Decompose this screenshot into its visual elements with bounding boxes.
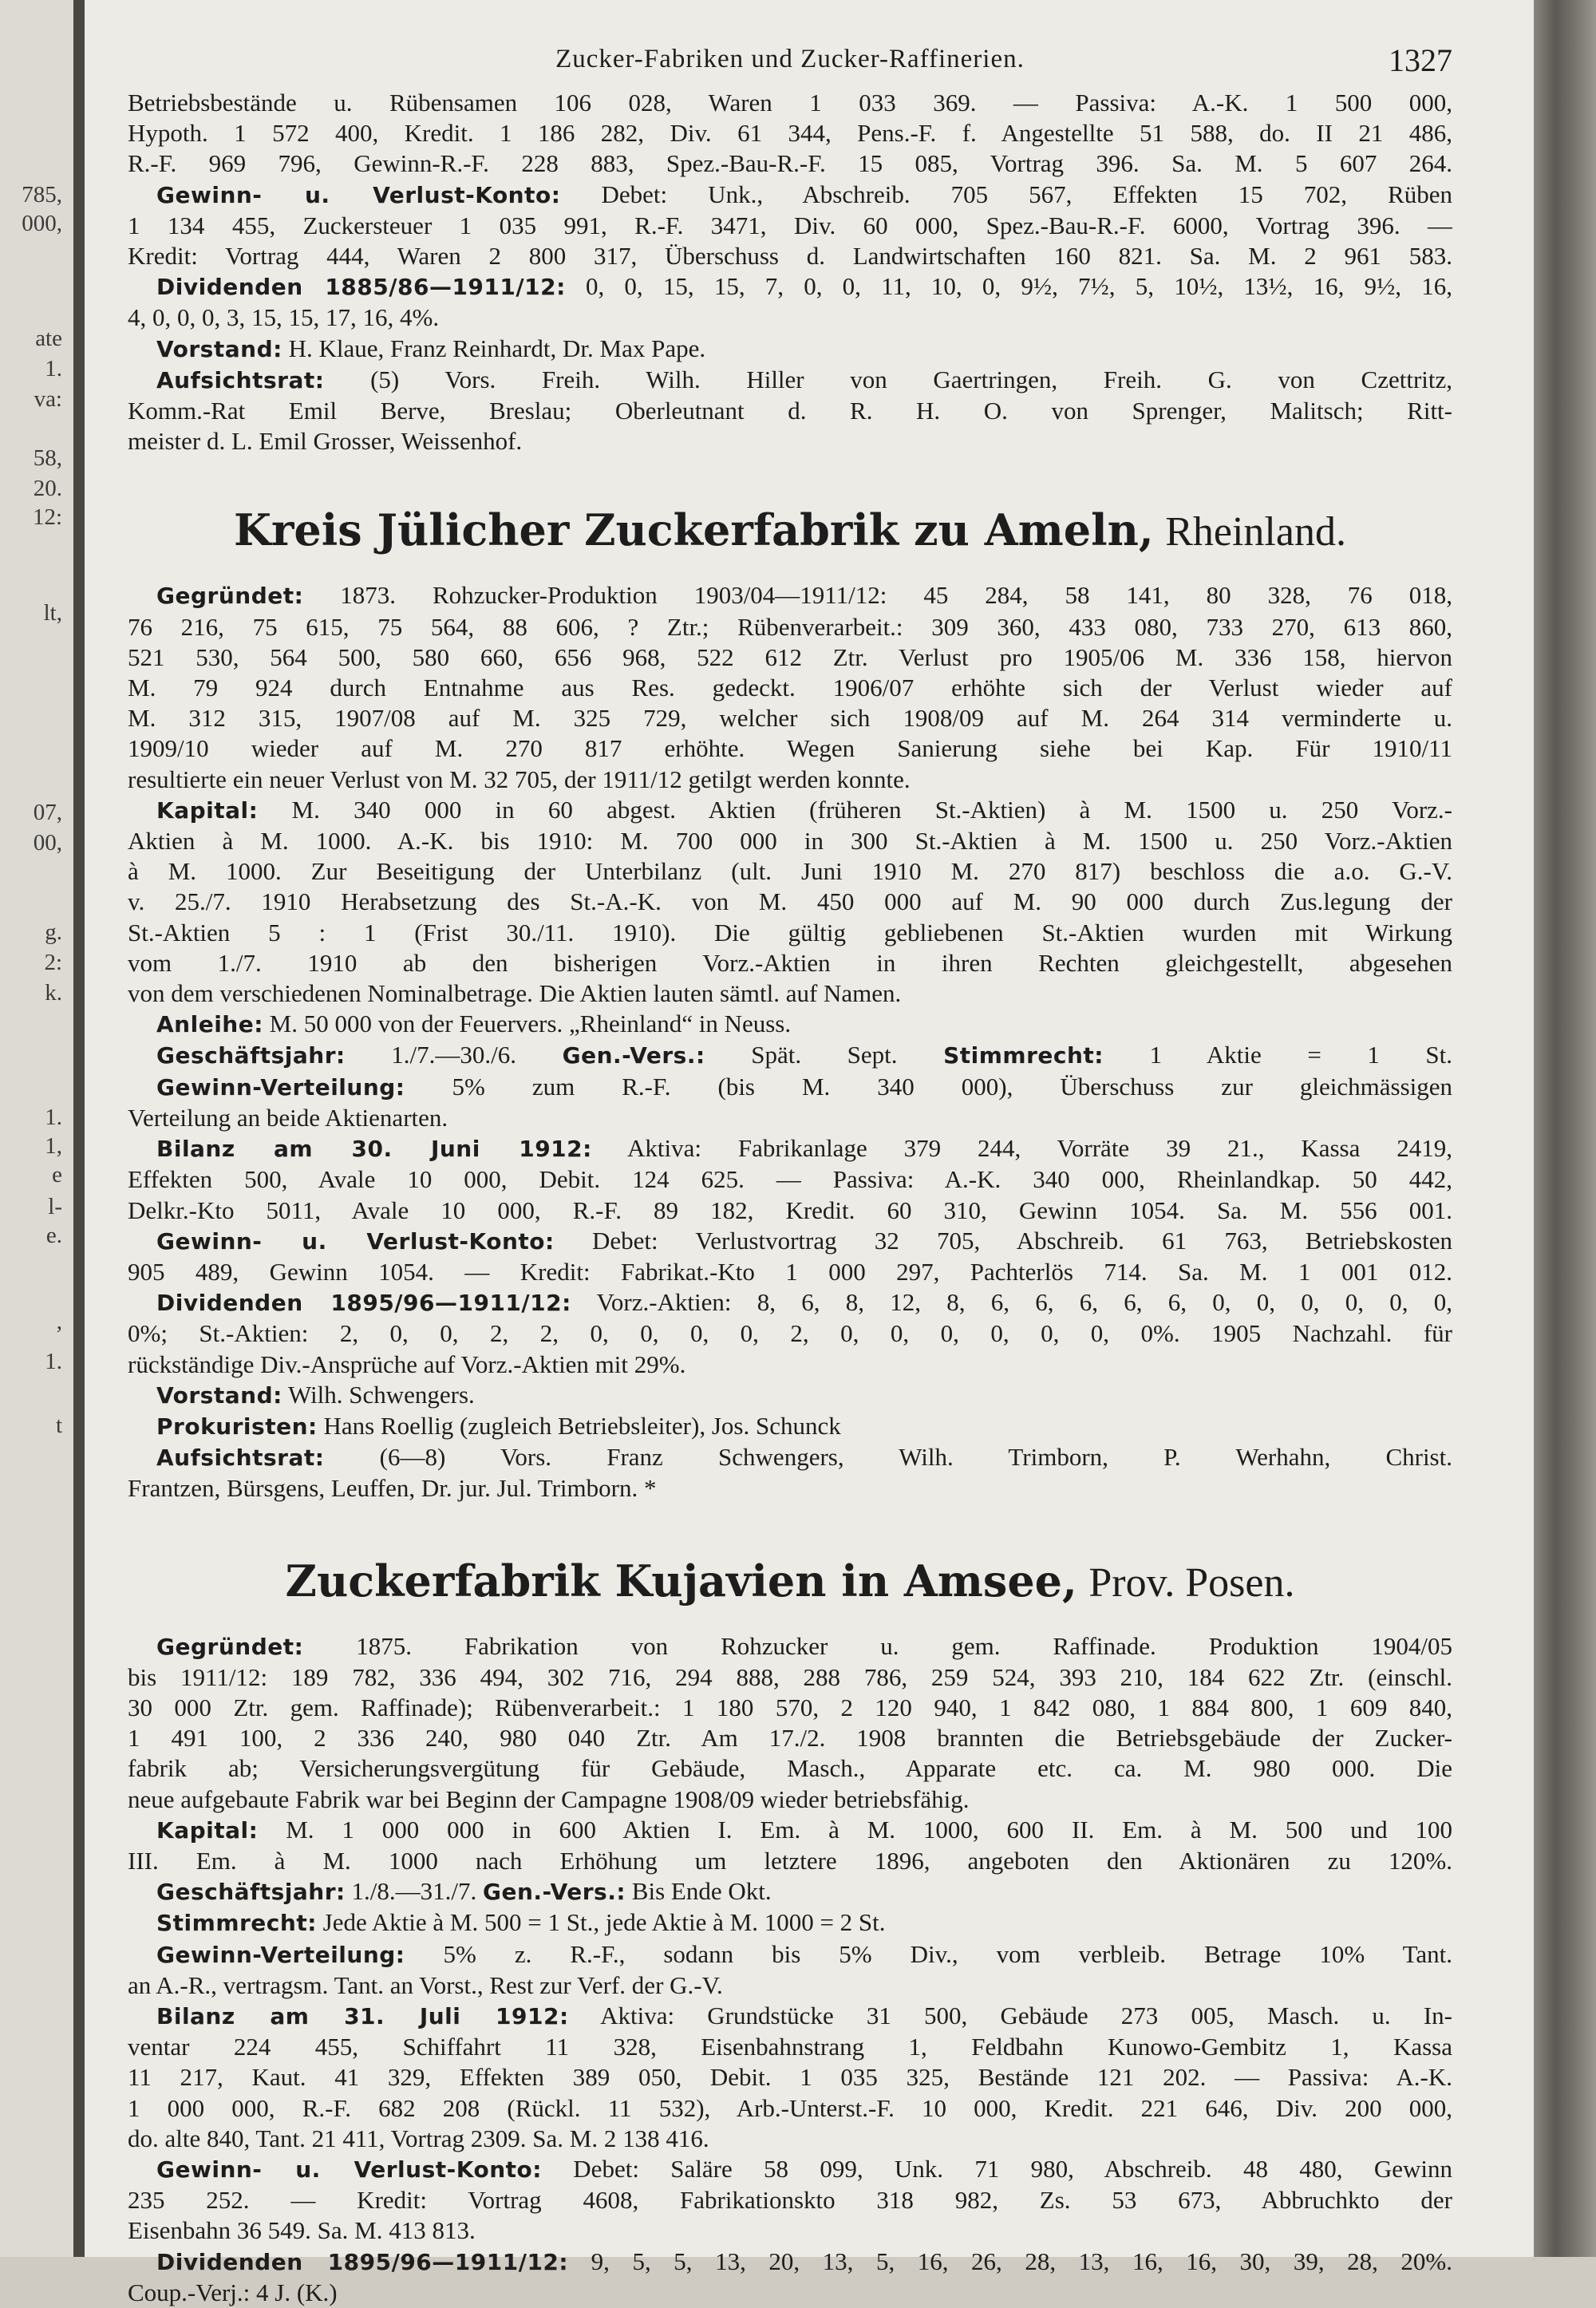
geschaeftsjahr-line: [128, 1040, 1452, 1071]
text-line: resultierte ein neuer Verlust von M. 32 705, der 1911/12 getilgt werden konnte.: [128, 765, 911, 793]
dividenden-line: [128, 271, 1452, 302]
margin-fragment: lt,: [43, 600, 62, 626]
vorstand-label: Vorstand:: [156, 335, 282, 362]
kapital-label: Kapital:: [156, 796, 259, 824]
geschaeftsjahr-label: Geschäftsjahr:: [156, 1042, 346, 1069]
firm-heading: [128, 1549, 1452, 1615]
text-line: Aktien à M. 1000. A.-K. bis 1910: M. 700 000 in 300 St.-Aktien à M. 1500 u. 250 Vorz.-Aktien: [128, 827, 1452, 856]
gegruendet-text: 1873. Rohzucker-Produktion 1903/04—1911/12: 45 284, 58 141, 80 328, 76 018,: [340, 581, 1452, 610]
kapital-line: [128, 1815, 1452, 1846]
dividenden-line: [128, 1287, 1452, 1318]
firm-location: Prov. Posen.: [1088, 1559, 1295, 1606]
text-line: 0%; St.-Aktien: 2, 0, 0, 2, 2, 0, 0, 0, 0, 2, 0, 0, 0, 0, 0, 0, 0%. 1905 Nachzahl. für: [128, 1319, 1452, 1348]
guv-line: [128, 180, 1452, 211]
text-line: Coup.-Verj.: 4 J. (K.): [128, 2278, 338, 2306]
vorstand-line: [128, 334, 1452, 365]
text-line: Kredit: Vortrag 444, Waren 2 800 317, Überschuss d. Landwirtschaften 160 821. Sa. M. 2 961 583.: [128, 242, 1452, 271]
anleihe-line: [128, 1009, 1452, 1040]
kapital-text: M. 1 000 000 in 600 Aktien I. Em. à M. 1000, 600 II. Em. à M. 500 und 100: [286, 1815, 1452, 1844]
aufsichtsrat-text: (6—8) Vors. Franz Schwengers, Wilh. Trimborn, P. Werhahn, Christ.: [379, 1443, 1452, 1472]
guv-label: Gewinn- u. Verlust-Konto:: [156, 1227, 555, 1255]
guv-text: Debet: Unk., Abschreib. 705 567, Effekten 15 702, Rüben: [601, 180, 1452, 208]
vorstand-label: Vorstand:: [156, 1381, 282, 1409]
dividenden-text: Vorz.-Aktien: 8, 6, 8, 12, 8, 6, 6, 6, 6, 6, 0, 0, 0, 0, 0, 0,: [596, 1288, 1452, 1317]
text-line: 30 000 Ztr. gem. Raffinade); Rübenverarbeit.: 1 180 570, 2 120 940, 1 842 080, 1 884 800, 1 609 840,: [128, 1693, 1452, 1721]
dividenden-label: Dividenden 1885/86—1911/12:: [156, 274, 566, 301]
margin-fragment: 12:: [32, 504, 62, 530]
text-line: St.-Aktien 5 : 1 (Frist 30./11. 1910). Die gültig gebliebenen St.-Aktien wurden mit Wirkung: [128, 918, 1452, 947]
gewinnverteilung-label: Gewinn-Verteilung:: [156, 1941, 405, 1968]
text-line: 4, 0, 0, 0, 3, 15, 15, 17, 16, 4%.: [128, 303, 440, 332]
dividenden-label: Dividenden 1895/96—1911/12:: [156, 2248, 569, 2275]
margin-fragment: l-: [48, 1194, 62, 1219]
dividenden-text: 9, 5, 5, 13, 20, 13, 5, 16, 26, 28, 13, 16, 16, 30, 39, 28, 20%.: [591, 2247, 1452, 2275]
text-line: 11 217, Kaut. 41 329, Effekten 389 050, Debit. 1 035 325, Bestände 121 202. — Passiva: A.-K.: [128, 2063, 1452, 2092]
margin-fragment: g.: [45, 919, 62, 945]
margin-fragment: va:: [34, 386, 62, 412]
bilanz-label: Bilanz am 30. Juni 1912:: [156, 1136, 592, 1163]
stimmrecht-text: 1 Aktie = 1 St.: [1149, 1041, 1452, 1069]
text-line: fabrik ab; Versicherungsvergütung für Gebäude, Masch., Apparate etc. ca. M. 980 000. Die: [128, 1754, 1452, 1783]
gegruendet-text: 1875. Fabrikation von Rohzucker u. gem. Raffinade. Produktion 1904/05: [356, 1631, 1452, 1660]
firm-name: Zuckerfabrik Kujavien in Amsee,: [285, 1555, 1077, 1607]
text-line: v. 25./7. 1910 Herabsetzung des St.-A.-K. von M. 450 000 auf M. 90 000 durch Zus.legung der: [128, 887, 1452, 916]
margin-fragment: t: [55, 1413, 62, 1438]
vorstand-text: H. Klaue, Franz Reinhardt, Dr. Max Pape.: [288, 334, 706, 362]
genvers-text: Spät. Sept.: [751, 1041, 898, 1069]
margin-fragment: 00,: [33, 830, 62, 856]
vorstand-line: [128, 1380, 1452, 1411]
dividenden-text: 0, 0, 15, 15, 7, 0, 0, 11, 10, 0, 9½, 7½, 5, 10½, 13½, 16, 9½, 16,: [585, 272, 1452, 301]
guv-label: Gewinn- u. Verlust-Konto:: [156, 2156, 542, 2183]
prokuristen-line: [128, 1411, 1452, 1442]
text-line: do. alte 840, Tant. 21 411, Vortrag 2309. Sa. M. 2 138 416.: [128, 2124, 709, 2152]
margin-fragment: 000,: [22, 211, 62, 236]
stimmrecht-label: Stimmrecht:: [943, 1042, 1104, 1069]
anleihe-label: Anleihe:: [156, 1011, 263, 1038]
geschaeftsjahr-text: 1./7.—30./6.: [391, 1041, 517, 1069]
aufsichtsrat-label: Aufsichtsrat:: [156, 366, 325, 393]
text-line: Verteilung an beide Aktienarten.: [128, 1103, 448, 1132]
text-line: Effekten 500, Avale 10 000, Debit. 124 625. — Passiva: A.-K. 340 000, Rheinlandkap. 50 442,: [128, 1165, 1452, 1194]
entry-amsee: [128, 1549, 1452, 2308]
geschaeftsjahr-text: 1./8.—31./7.: [351, 1877, 477, 1906]
dividenden-line: [128, 2247, 1452, 2278]
text-line: an A.-R., vertragsm. Tant. an Vorst., Rest zur Verf. der G.-V.: [128, 1970, 723, 1999]
gegruendet-label: Gegründet:: [156, 1633, 304, 1660]
text-line: bis 1911/12: 189 782, 336 494, 302 716, 294 888, 288 786, 259 524, 393 210, 184 622 Ztr. (einschl.: [128, 1662, 1452, 1691]
bilanz-label: Bilanz am 31. Juli 1912:: [156, 2002, 569, 2029]
margin-fragment: 1.: [45, 356, 62, 381]
dividenden-label: Dividenden 1895/96—1911/12:: [156, 1290, 571, 1317]
genvers-label: Gen.-Vers.:: [562, 1042, 705, 1069]
kapital-text: M. 340 000 in 60 abgest. Aktien (früheren St.-Aktien) à M. 1500 u. 250 Vorz.-: [291, 795, 1452, 824]
margin-fragment: e: [52, 1162, 62, 1188]
text-line: von dem verschiedenen Nominalbetrage. Die Aktien lauten sämtl. auf Namen.: [128, 979, 902, 1008]
text-line: 521 530, 564 500, 580 660, 656 968, 522 612 Ztr. Verlust pro 1905/06 M. 336 158, hiervon: [128, 642, 1452, 671]
margin-fragment: 20.: [33, 476, 62, 501]
vorstand-text: Wilh. Schwengers.: [288, 1380, 475, 1409]
text-line: neue aufgebaute Fabrik war bei Beginn der Campagne 1908/09 wieder betriebsfähig.: [128, 1784, 970, 1813]
bilanz-text: Aktiva: Grundstücke 31 500, Gebäude 273 005, Masch. u. In-: [600, 2001, 1452, 2029]
stimmrecht-line: [128, 1907, 1452, 1938]
margin-fragment: 1,: [45, 1133, 62, 1159]
stimmrecht-text: Jede Aktie à M. 500 = 1 St., jede Aktie à M. 1000 = 2 St.: [322, 1908, 886, 1937]
aufsichtsrat-line: [128, 1442, 1452, 1473]
gegruendet-line: [128, 1631, 1452, 1662]
text-line: 1 134 455, Zuckersteuer 1 035 991, R.-F. 3471, Div. 60 000, Spez.-Bau-R.-F. 6000, Vortrag 396. —: [128, 211, 1452, 239]
genvers-label: Gen.-Vers.:: [482, 1879, 626, 1906]
geschaeftsjahr-line: [128, 1876, 1452, 1907]
margin-fragment: k.: [45, 980, 62, 1006]
aufsichtsrat-line: [128, 365, 1452, 396]
bilanz-text: Aktiva: Fabrikanlage 379 244, Vorräte 39 21., Kassa 2419,: [627, 1134, 1452, 1163]
entry-ameln: [128, 498, 1452, 1504]
prokuristen-label: Prokuristen:: [156, 1413, 318, 1440]
page: [85, 0, 1534, 2306]
text-line: Hypoth. 1 572 400, Kredit. 1 186 282, Div. 61 344, Pens.-F. f. Angestellte 51 588, do. II 21 486,: [128, 119, 1452, 148]
page-content: [128, 38, 1452, 2308]
genvers-text: Bis Ende Okt.: [631, 1877, 772, 1906]
margin-fragment: 1.: [45, 1349, 62, 1374]
text-line: Delkr.-Kto 5011, Avale 10 000, R.-F. 89 182, Kredit. 60 310, Gewinn 1054. Sa. M. 556 001.: [128, 1195, 1452, 1224]
guv-label: Gewinn- u. Verlust-Konto:: [156, 181, 561, 208]
text-line: à M. 1000. Zur Beseitigung der Unterbilanz (ult. Juni 1910 M. 270 817) beschloss die a.o. G.-V.: [128, 857, 1452, 886]
firm-location: Rheinland.: [1165, 509, 1346, 555]
text-line: 1 000 000, R.-F. 682 208 (Rückl. 11 532), Arb.-Unterst.-F. 10 000, Kredit. 221 646, Div. 200 000,: [128, 2093, 1452, 2122]
anleihe-text: M. 50 000 von der Feuervers. „Rheinland“ in Neuss.: [269, 1010, 792, 1038]
running-header: [128, 38, 1452, 83]
guv-line: [128, 1226, 1452, 1257]
gewinnverteilung-line: [128, 1939, 1452, 1970]
guv-line: [128, 2154, 1452, 2185]
margin-fragment: 2:: [44, 950, 62, 975]
text-line: Komm.-Rat Emil Berve, Breslau; Oberleutnant d. R. H. O. von Sprenger, Malitsch; Ritt-: [128, 397, 1452, 425]
margin-fragment: ate: [35, 326, 62, 351]
kapital-label: Kapital:: [156, 1816, 259, 1844]
text-line: 235 252. — Kredit: Vortrag 4608, Fabrikationskto 318 982, Zs. 53 673, Abbruchkto der: [128, 2186, 1452, 2215]
margin-fragment: 58,: [33, 445, 62, 471]
page-number: 1327: [1389, 42, 1452, 78]
kapital-line: [128, 795, 1452, 826]
entry-continued: [128, 88, 1452, 456]
guv-text: Debet: Saläre 58 099, Unk. 71 980, Abschreib. 48 480, Gewinn: [573, 2154, 1452, 2183]
margin-fragment: 785,: [22, 182, 62, 207]
gegruendet-line: [128, 580, 1452, 611]
text-line: III. Em. à M. 1000 nach Erhöhung um letztere 1896, angeboten den Aktionären zu 120%.: [128, 1846, 1452, 1875]
text-line: vom 1./7. 1910 ab den bisherigen Vorz.-Aktien in ihren Rechten gleichgestellt, abgesehen: [128, 948, 1452, 977]
firm-heading: [128, 498, 1452, 564]
text-line: M. 312 315, 1907/08 auf M. 325 729, welcher sich 1908/09 auf M. 264 314 verminderte u.: [128, 704, 1452, 733]
margin-fragment: e.: [45, 1223, 62, 1248]
gegruendet-label: Gegründet:: [156, 583, 304, 610]
text-line: 905 489, Gewinn 1054. — Kredit: Fabrikat.-Kto 1 000 297, Pachterlös 714. Sa. M. 1 001 012.: [128, 1257, 1452, 1286]
geschaeftsjahr-label: Geschäftsjahr:: [156, 1879, 346, 1906]
text-line: 1909/10 wieder auf M. 270 817 erhöhte. Wegen Sanierung siehe bei Kap. Für 1910/11: [128, 734, 1452, 763]
aufsichtsrat-label: Aufsichtsrat:: [156, 1444, 325, 1472]
text-line: R.-F. 969 796, Gewinn-R.-F. 228 883, Spez.-Bau-R.-F. 15 085, Vortrag 396. Sa. M. 5 607 264.: [128, 149, 1452, 178]
text-line: meister d. L. Emil Grosser, Weissenhof.: [128, 427, 523, 456]
firm-name: Kreis Jülicher Zuckerfabrik zu Ameln,: [234, 504, 1154, 556]
running-title: Zucker-Fabriken und Zucker-Raffinerien.: [555, 45, 1025, 73]
gewinnverteilung-text: 5% zum R.-F. (bis M. 340 000), Überschuss zur gleichmässigen: [452, 1072, 1452, 1101]
text-line: 1 491 100, 2 336 240, 980 040 Ztr. Am 17./2. 1908 brannten die Betriebsgebäude der Zucker-: [128, 1724, 1452, 1753]
previous-page-edge: [0, 0, 85, 2257]
margin-fragment: 1.: [45, 1105, 62, 1130]
text-line: Betriebsbestände u. Rübensamen 106 028, Waren 1 033 369. — Passiva: A.-K. 1 500 000,: [128, 89, 1452, 117]
margin-fragment: ,: [56, 1309, 62, 1334]
text-line: Eisenbahn 36 549. Sa. M. 413 813.: [128, 2216, 476, 2245]
text-line: M. 79 924 durch Entnahme aus Res. gedeckt. 1906/07 erhöhte sich der Verlust wieder auf: [128, 674, 1452, 702]
aufsichtsrat-text: (5) Vors. Freih. Wilh. Hiller von Gaertringen, Freih. G. von Czettritz,: [370, 365, 1452, 393]
margin-fragment: 07,: [33, 800, 62, 825]
text-line: Frantzen, Bürsgens, Leuffen, Dr. jur. Jul. Trimborn. *: [128, 1474, 657, 1503]
text-line: 76 216, 75 615, 75 564, 88 606, ? Ztr.; Rübenverarbeit.: 309 360, 433 080, 733 270, 613 860,: [128, 612, 1452, 641]
text-line: ventar 224 455, Schiffahrt 11 328, Eisenbahnstrang 1, Feldbahn Kunowo-Gembitz 1, Kassa: [128, 2033, 1452, 2061]
gewinnverteilung-label: Gewinn-Verteilung:: [156, 1073, 405, 1101]
stimmrecht-label: Stimmrecht:: [156, 1910, 317, 1937]
bilanz-line: [128, 2001, 1452, 2032]
bilanz-line: [128, 1133, 1452, 1164]
guv-text: Debet: Verlustvortrag 32 705, Abschreib. 61 763, Betriebskosten: [591, 1226, 1452, 1255]
gewinnverteilung-line: [128, 1072, 1452, 1103]
text-line: rückständige Div.-Ansprüche auf Vorz.-Aktien mit 29%.: [128, 1350, 686, 1378]
prokuristen-text: Hans Roellig (zugleich Betriebsleiter), Jos. Schunck: [323, 1411, 841, 1440]
gewinnverteilung-text: 5% z. R.-F., sodann bis 5% Div., vom verbleib. Betrage 10% Tant.: [443, 1939, 1452, 1968]
book-binding-edge: [1534, 0, 1596, 2257]
